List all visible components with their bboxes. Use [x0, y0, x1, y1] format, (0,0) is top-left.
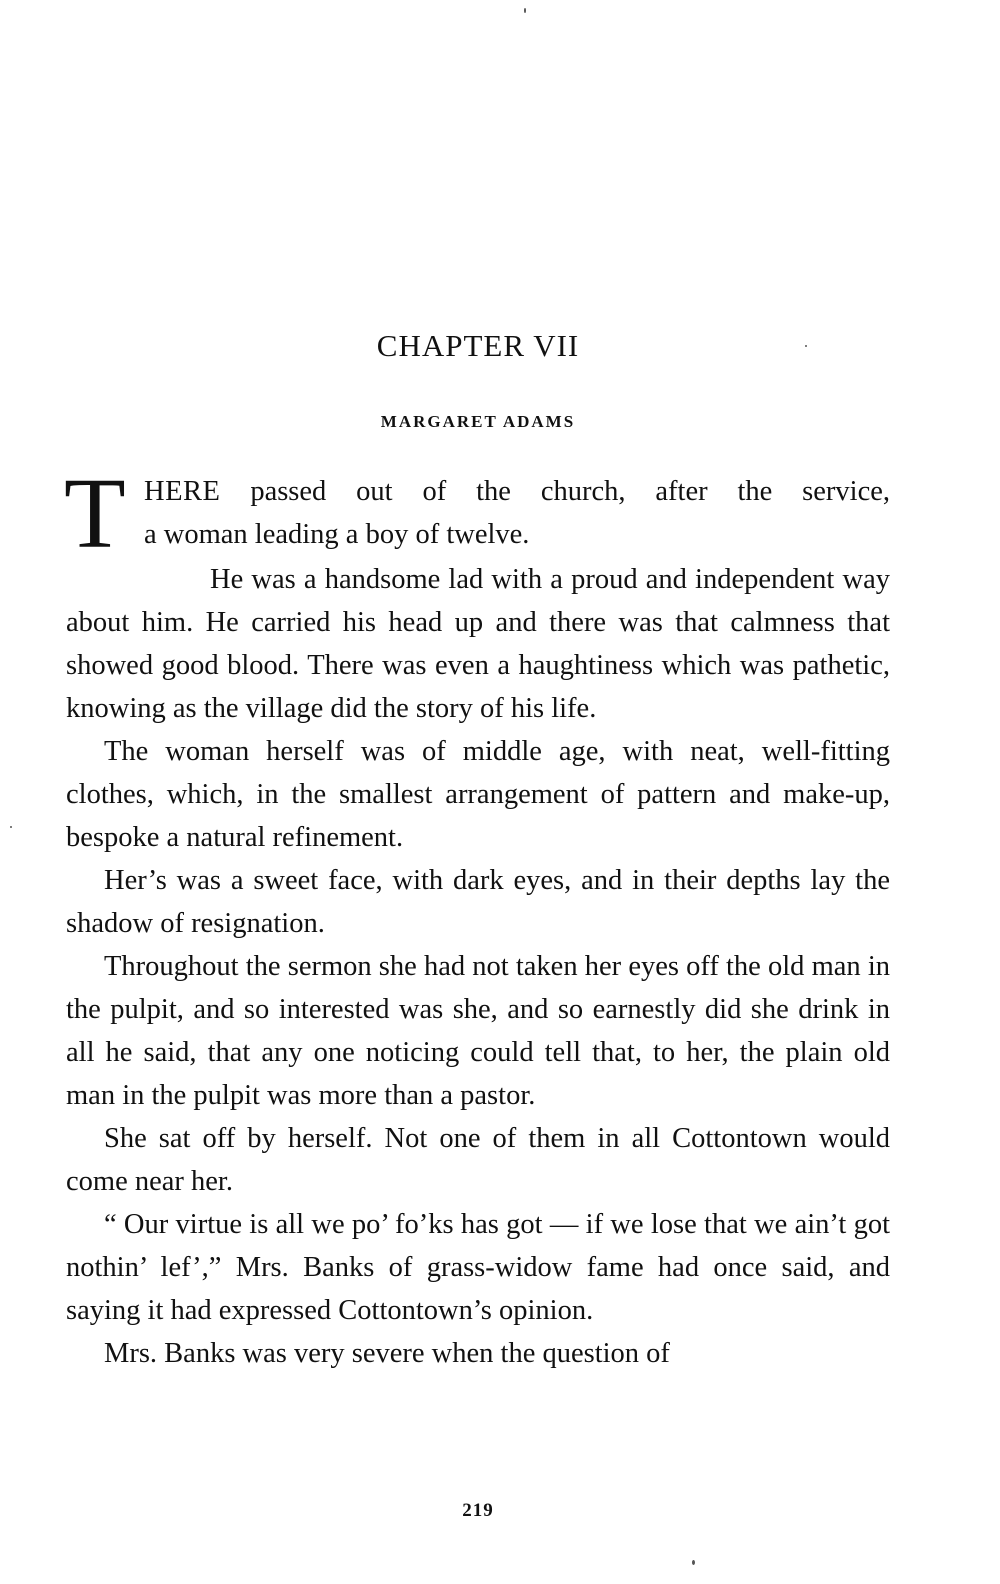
print-speck — [10, 826, 12, 828]
opening-second-line: a woman leading a boy of twelve. — [144, 519, 530, 550]
paragraph: Her’s was a sweet face, with dark eyes, and in their depths lay the shadow of resignation. — [66, 865, 890, 939]
chapter-title: CHAPTER VII — [376, 328, 580, 363]
opening-line-rest: passed out of the church, after the service, — [250, 476, 890, 507]
print-speck — [805, 345, 807, 347]
print-speck — [692, 1560, 695, 1565]
drop-cap: T — [64, 457, 126, 569]
paragraph: She sat off by herself. Not one of them in all Cottontown would come near her. — [66, 1123, 890, 1197]
opening-line — [66, 470, 890, 513]
chapter-subtitle: MARGARET ADAMS — [380, 412, 576, 431]
paragraph: Throughout the sermon she had not taken her eyes off the old man in the pulpit, and so interested was she, and so earnestly did she drink in all he said, that any one noticing could tell that, to her, the plain old man in the pulpit was more than a pastor. — [66, 951, 890, 1111]
body-text — [64, 457, 890, 1375]
page-number: 219 — [462, 1500, 494, 1521]
print-speck — [524, 8, 526, 13]
paragraph: He was a handsome lad with a proud and independent way about him. He carried his head up and there was that calmness that showed good blood. There was even a haughtiness which was pathetic, knowing as the village did the story of his life. — [66, 564, 890, 724]
paragraph: The woman herself was of middle age, with neat, well-fitting clothes, which, in the smallest arrangement of pattern and make-up, bespoke a natural refinement. — [66, 736, 890, 853]
paragraph: Mrs. Banks was very severe when the question of — [104, 1338, 670, 1369]
paragraph: “ Our virtue is all we po’ fo’ks has got — if we lose that we ain’t got nothin’ lef’,” Mrs. Banks of grass-widow fame had once said, and saying it had expressed Cottontown’s opinion. — [66, 1209, 890, 1326]
opening-caps: HERE — [144, 476, 221, 507]
